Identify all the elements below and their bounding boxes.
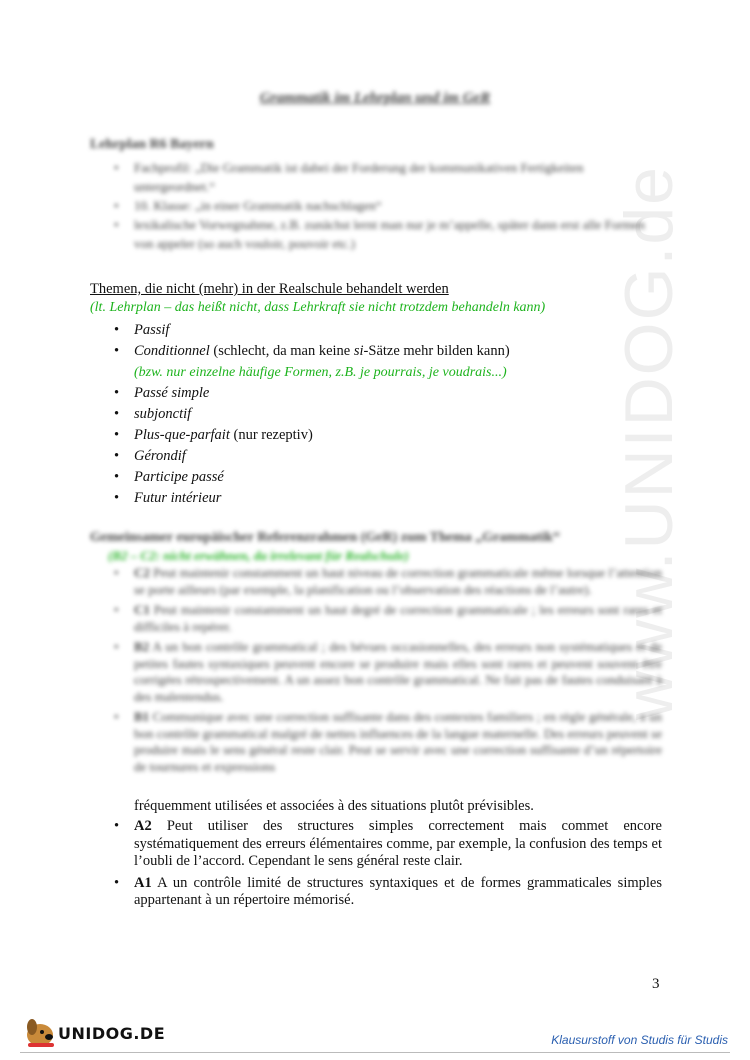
page-number: 3 xyxy=(652,976,660,992)
list-item: • Fachprofil: „Die Grammatik ist dabei der Forderung der kommunikativen Fertigkeiten untergeordnet.“ xyxy=(110,158,662,196)
list-item xyxy=(110,488,510,509)
list-item xyxy=(110,341,510,383)
level-text: A un bon contrôle grammatical ; des bévues occasionnelles, des erreurs non systématiques et de petites fautes syntaxiques peuvent encore se produire mais elles sont rares et peuvent souvent être corrigées rétrospectivement. A un assez bon contrôle grammatical. Ne fait pas de fautes conduisant à des malentendus. xyxy=(134,639,662,704)
term-note: (schlecht, da man keine xyxy=(209,343,354,359)
term: subjonctif xyxy=(134,406,192,422)
term: Passif xyxy=(134,322,170,338)
conditionnel-subnote: (bzw. nur einzelne häufige Formen, z.B. je pourrais, je voudrais...) xyxy=(134,365,507,380)
ger-levels-blurred xyxy=(110,565,662,779)
list-item xyxy=(110,818,662,871)
term-note: -Sätze mehr bilden kann) xyxy=(363,343,510,359)
ger-heading: Gemeinsamer europäischer Referenzrahmen (GeR) zum Thema „Grammatik“ xyxy=(90,530,560,545)
term: Futur intérieur xyxy=(134,490,222,506)
term: Passé simple xyxy=(134,385,210,401)
list-item xyxy=(110,875,662,910)
list-item xyxy=(110,446,510,467)
ger-note: (B2 – C2: nicht erwähnen, da irrelevant für Realschule) xyxy=(108,548,409,563)
lehrplan-list xyxy=(110,158,662,253)
si-word: si xyxy=(353,343,364,359)
b1-tail-text: fréquemment utilisées et associées à des situations plutôt prévisibles. xyxy=(134,798,534,814)
list-item xyxy=(110,467,510,488)
footer-tagline: Klausurstoff von Studis für Studis xyxy=(551,1033,728,1047)
list-item xyxy=(110,404,510,425)
list-item: • lexikalische Vorwegnahme, z.B. zunächst lernt man nur je m’appelle, später dann erst alle Formen von appeler (so auch vouloir, pouvoir etc.) xyxy=(110,215,662,253)
themen-note: (lt. Lehrplan – das heißt nicht, dass Lehrkraft sie nicht trotzdem behandeln kann) xyxy=(90,300,546,315)
list-item xyxy=(110,320,510,341)
logo-text: UNIDOG.DE xyxy=(58,1024,166,1043)
lehrplan-heading: Lehrplan R6 Bayern xyxy=(90,137,214,152)
level-label: A2 xyxy=(134,818,152,834)
themen-list xyxy=(110,320,510,509)
level-label: C2 xyxy=(134,565,150,580)
list-item xyxy=(110,565,662,598)
page-title: Grammatik im Lehrplan und im GeR xyxy=(259,90,491,106)
level-text: Peut maintenir constamment un haut degré de correction grammaticale ; les erreurs sont rares et difficiles à repérer. xyxy=(134,602,662,634)
level-label: B2 xyxy=(134,639,150,654)
themen-heading: Themen, die nicht (mehr) in der Realschule behandelt werden xyxy=(90,281,449,297)
term: Conditionnel xyxy=(134,343,210,359)
ger-levels-clear xyxy=(110,818,662,914)
level-text: A un contrôle limité de structures syntaxiques et de formes grammaticales simples appartenant à un répertoire mémorisé. xyxy=(134,874,662,908)
list-item xyxy=(110,383,510,404)
level-label: C1 xyxy=(134,602,150,617)
term-note: (nur rezeptiv) xyxy=(229,427,313,443)
level-text: Peut maintenir constamment un haut niveau de correction grammaticale même lorsque l’attention se porte ailleurs (par exemple, la planification ou l’observation des réactions de l’autre). xyxy=(134,565,662,597)
list-item xyxy=(110,602,662,635)
level-label: A1 xyxy=(134,874,152,891)
list-item xyxy=(110,709,662,775)
footer-divider xyxy=(20,1052,730,1053)
list-item: • 10. Klasse: „in einer Grammatik nachschlagen“ xyxy=(110,196,662,215)
term: Participe passé xyxy=(134,469,224,485)
level-text: Peut utiliser des structures simples correctement mais commet encore systématiquement des erreurs élémentaires comme, par exemple, la confusion des temps et l’oubli de l’accord. Cependant le sens général reste clair. xyxy=(134,818,662,869)
b1-tail xyxy=(110,798,662,816)
term: Plus-que-parfait xyxy=(134,427,230,443)
term: Gérondif xyxy=(134,448,186,464)
level-text: Communique avec une correction suffisante dans des contextes familiers ; en règle générale, a un bon contrôle grammatical malgré de nettes influences de la langue maternelle. Des erreurs peuvent se produire mais le sens général reste clair. Peut se servir avec une correction suffisante d’un répertoire de tournures et expressions xyxy=(134,709,662,774)
list-item xyxy=(110,425,510,446)
watermark: www.UNIDOG.de xyxy=(611,165,687,720)
level-label: B1 xyxy=(134,709,150,724)
list-item xyxy=(110,639,662,705)
